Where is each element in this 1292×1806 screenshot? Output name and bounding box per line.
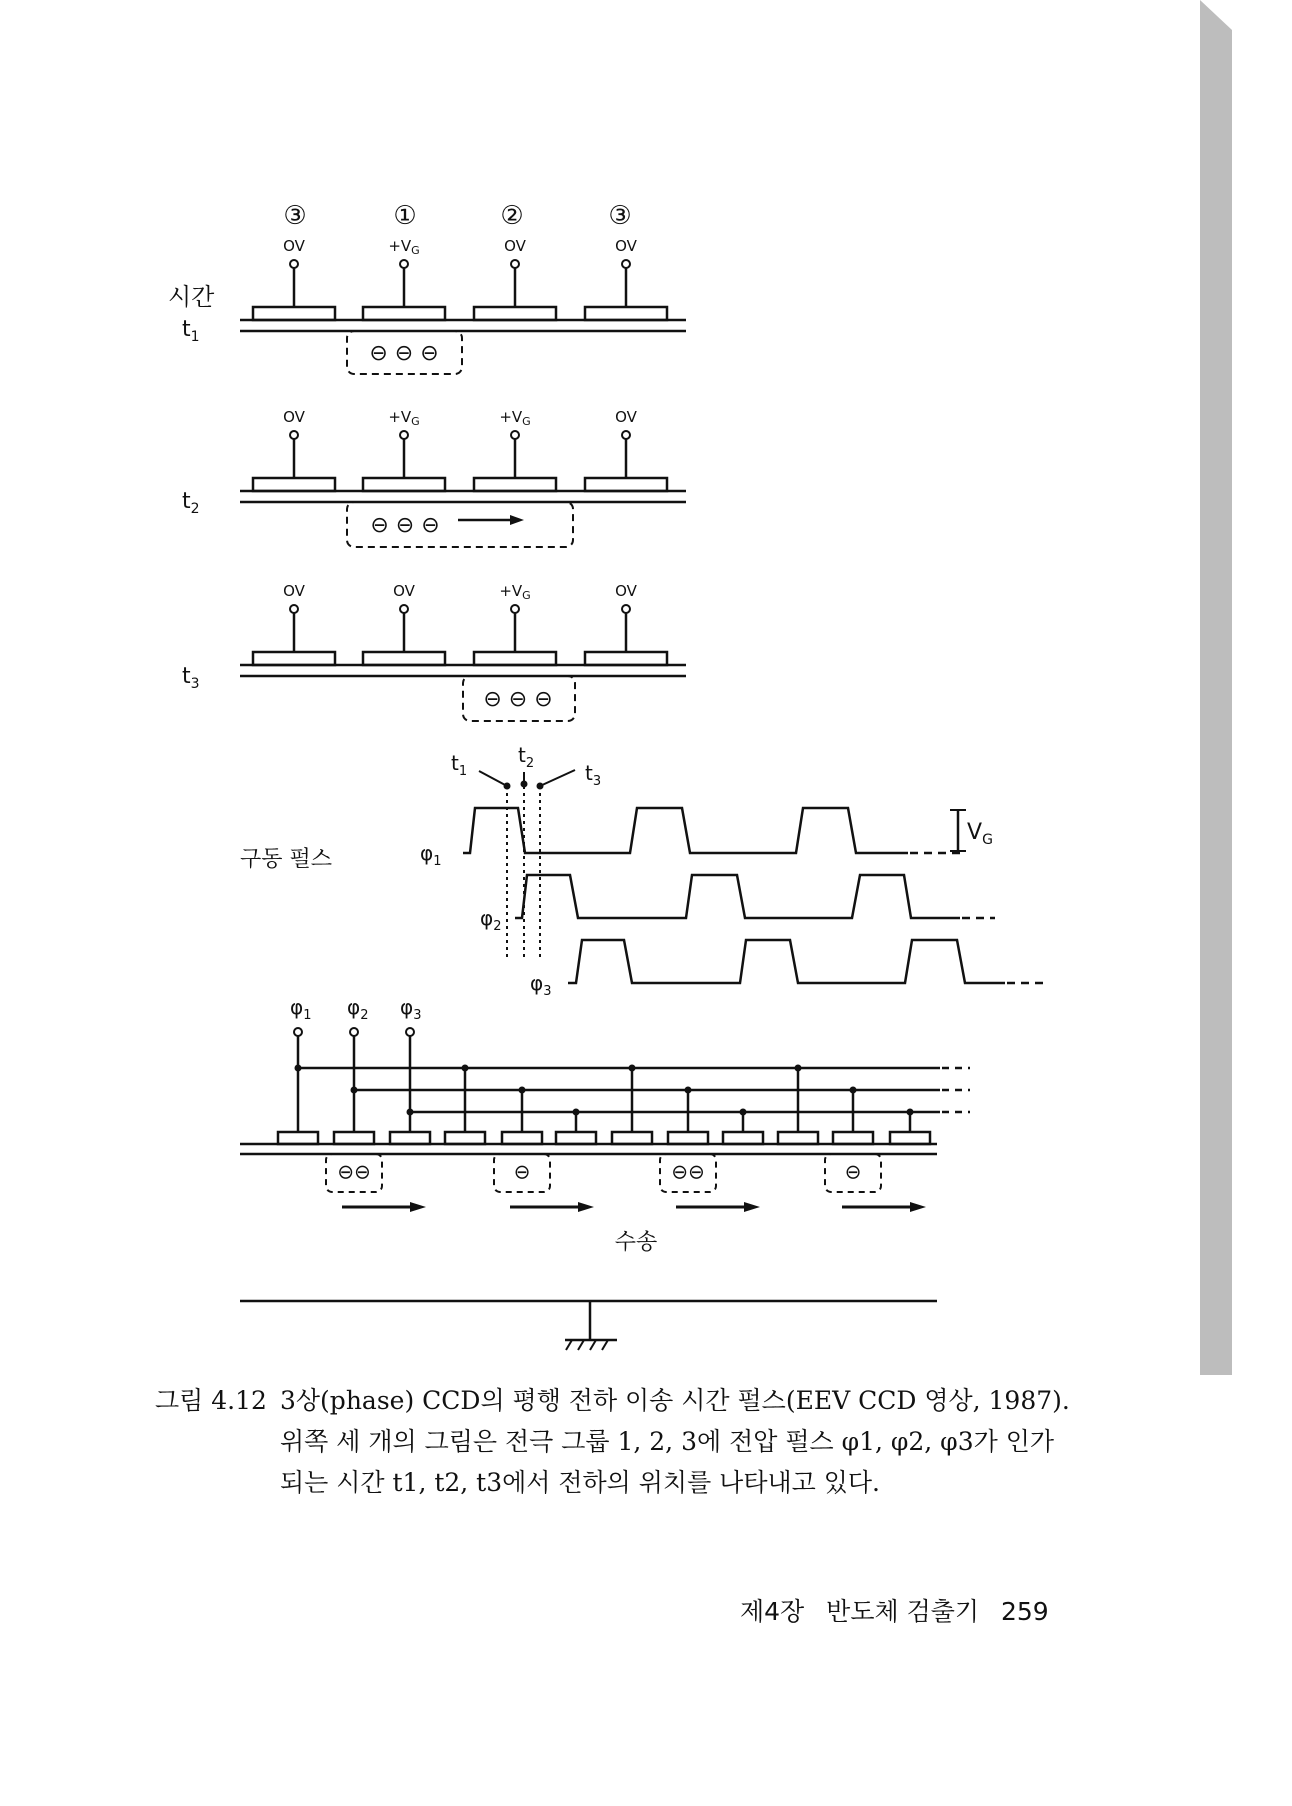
phase-label: $\varphi_1$ [420,841,442,869]
chapter-label: 제4장 [740,1597,805,1626]
drive-pulse-label: 구동 펄스 [240,847,333,872]
electron-packet: ⊖ ⊖ ⊖ [370,513,440,538]
figure-number: 그림 4.12 [155,1386,267,1415]
electron-packet: ⊖⊖ [337,1159,371,1184]
phase2-waveform [515,875,960,918]
caption-line: 위쪽 세 개의 그림은 전극 그룹 1, 2, 3에 전압 펄스 φ1, φ2, φ3가 인가 [280,1427,1054,1456]
electrode-number: ② [500,201,524,231]
stage-time-label: $t_2$ [182,489,200,517]
electrode-voltage: OV [615,582,637,600]
ccd-transfer-chain [240,995,970,1350]
stage-time-label: $t_3$ [182,664,200,692]
figure-caption [155,1380,1105,1503]
caption-second-line [155,1421,1105,1462]
electrode-voltage: $+V_G$ [499,408,531,428]
electron-packet: ⊖ [513,1159,531,1184]
page-number: 259 [1000,1597,1049,1626]
electron-packet: ⊖ [844,1159,862,1184]
caption-line: 3상(phase) CCD의 평행 전하 이송 시간 펄스(EEV CCD 영상, 1987). [280,1386,1070,1415]
phase-label: $\varphi_2$ [480,906,502,934]
electrode-voltage: OV [504,237,526,255]
caption-first-line [155,1380,1105,1421]
phase-label: $\varphi_3$ [400,995,422,1023]
time-marker-label: $t_1$ [451,751,468,779]
time-marker-label: $t_3$ [585,761,602,789]
caption-third-line [155,1462,1105,1503]
phase-label: $\varphi_2$ [347,995,369,1023]
electrode-number: ① [393,201,417,231]
phase3-waveform [568,940,1005,983]
electrode-numbers [283,201,631,231]
drive-pulse-diagram [240,743,1045,999]
electrode-voltage: $+V_G$ [388,408,420,428]
electrode-voltage: OV [283,408,305,426]
time-axis-label: 시간 [168,283,215,311]
stage-t2 [182,408,686,547]
phase-label: $\varphi_3$ [530,971,552,999]
stage-time-label: $t_1$ [182,317,200,345]
page-edge [1200,0,1232,1375]
electrode-voltage: OV [615,408,637,426]
electrode-voltage: OV [283,237,305,255]
phase-label: $\varphi_1$ [290,995,312,1023]
electron-packet: ⊖ ⊖ ⊖ [369,341,439,366]
stage-t3 [182,582,686,721]
electrode-voltage: OV [283,582,305,600]
electrode-voltage: OV [615,237,637,255]
vg-amplitude-label: $V_G$ [967,820,993,848]
stage-t1 [182,237,686,374]
caption-line: 되는 시간 t1, t2, t3에서 전하의 위치를 나타내고 있다. [280,1468,880,1497]
electrode-voltage: OV [393,582,415,600]
chapter-title: 반도체 검출기 [826,1597,980,1626]
phase1-waveform [463,808,908,853]
electrode-voltage: $+V_G$ [388,237,420,257]
transfer-label: 수송 [614,1230,658,1255]
electron-packet: ⊖⊖ [671,1159,705,1184]
electrode-voltage: $+V_G$ [499,582,531,602]
electrode-number: ③ [283,201,307,231]
time-marker-label: $t_2$ [518,743,535,771]
electrode-number: ③ [608,201,632,231]
electron-packet: ⊖ ⊖ ⊖ [483,687,553,712]
page-footer [740,1592,1063,1628]
